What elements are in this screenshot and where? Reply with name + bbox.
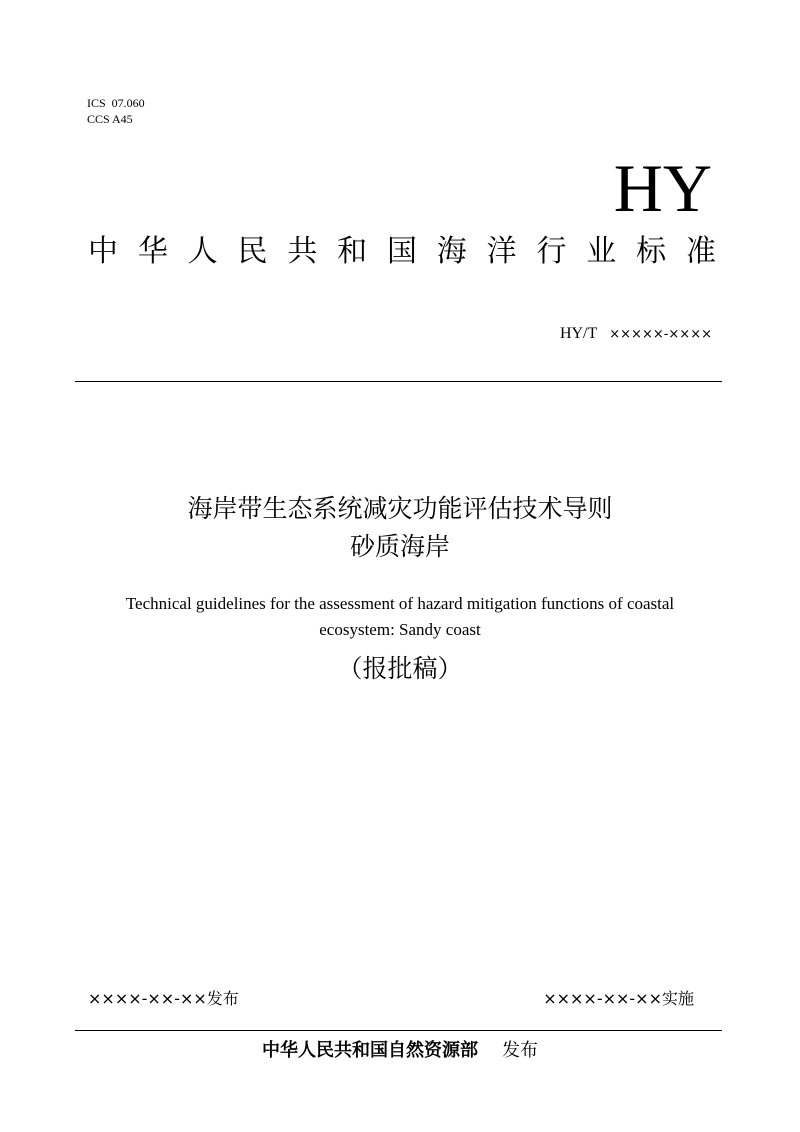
publisher-action: 发布 [502, 1040, 538, 1061]
code-number: ×××××-×××× [609, 327, 712, 342]
implement-date: ××××-××-××实施 [543, 989, 694, 1008]
category-char: 洋 [486, 234, 517, 269]
title-en-line1: Technical guidelines for the assessment of hazard mitigation functions of coastal [125, 594, 675, 613]
draft-stage: （报批稿） [337, 654, 463, 683]
category-char: 国 [386, 234, 417, 269]
category-char: 业 [586, 234, 617, 269]
title-zh-line2: 砂质海岸 [349, 532, 450, 561]
publisher-name: 中华人民共和国自然资源部 [262, 1040, 478, 1061]
standard-mark: HY [613, 150, 712, 226]
category-char: 准 [685, 234, 716, 269]
publisher [0, 1037, 800, 1065]
category-char: 标 [636, 234, 667, 269]
title-en [80, 591, 720, 643]
category-char: 人 [187, 234, 218, 269]
category-char: 民 [237, 234, 268, 269]
publish-date: ××××-××-××发布 [88, 989, 239, 1008]
title-zh-line1: 海岸带生态系统减灾功能评估技术导则 [187, 494, 613, 523]
title-zh [0, 490, 800, 566]
category-char: 共 [287, 234, 318, 269]
title-en-line2: ecosystem: Sandy coast [319, 620, 481, 639]
bottom-divider [75, 1030, 722, 1031]
category-char: 行 [536, 234, 567, 269]
standard-code [560, 323, 712, 346]
issuing-category [88, 232, 716, 272]
code-prefix: HY/T [559, 325, 598, 342]
category-char: 中 [88, 234, 118, 269]
ccs-code: CCS A45 [87, 112, 133, 126]
ics-code: ICS 07.060 [87, 96, 145, 110]
category-char: 和 [337, 234, 368, 269]
category-char: 华 [137, 234, 168, 269]
category-char: 海 [436, 234, 467, 269]
classification-codes [87, 95, 145, 127]
top-divider [75, 381, 722, 382]
